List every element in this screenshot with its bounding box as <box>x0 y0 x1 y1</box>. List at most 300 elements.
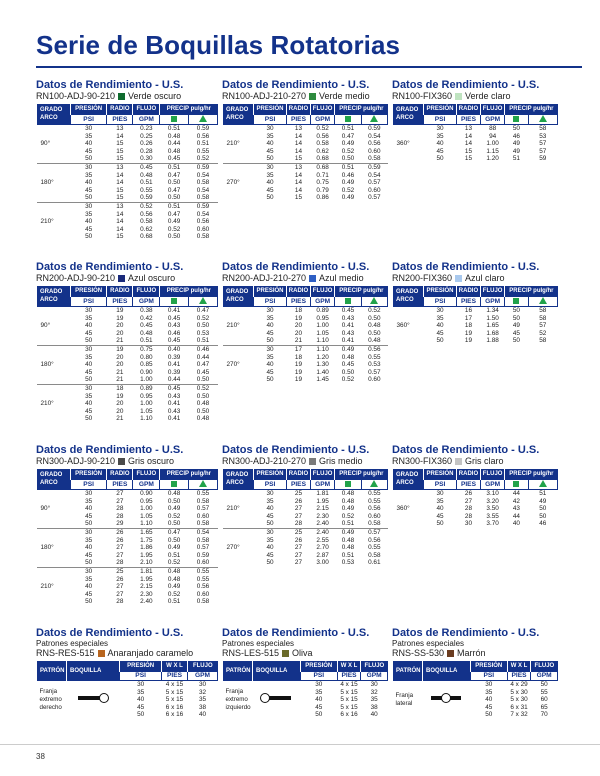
table-row <box>37 307 218 315</box>
data-cell: 50 <box>85 415 93 423</box>
data-cell: 0.52 <box>196 155 210 163</box>
boquilla-header: BOQUILLA <box>423 661 471 681</box>
model-name: RN100-ADJ-90-210 <box>36 91 116 101</box>
data-cell: 30 <box>198 681 207 688</box>
performance-block <box>392 80 558 163</box>
data-cell: 0.51 <box>167 125 181 132</box>
data-cell: 6 x 16 <box>165 703 184 711</box>
data-cell: 0.58 <box>368 520 381 528</box>
data-cell: 28 <box>294 520 303 528</box>
data-cell: 0.55 <box>368 490 381 497</box>
nozzle-cell <box>423 681 471 719</box>
data-cell: 2.40 <box>310 528 334 536</box>
performance-block <box>392 262 558 345</box>
presion-header: PRESIÓN <box>424 104 457 115</box>
color-swatch <box>309 275 316 282</box>
square-icon <box>345 298 351 304</box>
data-cell: 0.95 <box>140 497 153 505</box>
data-cell: 0.52 <box>196 314 210 322</box>
table-row <box>37 567 218 575</box>
model-name: RNS-LES-515 <box>222 648 280 658</box>
data-cell: 0.50 <box>196 376 210 384</box>
patron-header: PATRÓN <box>223 661 253 681</box>
data-cell: 45 <box>436 329 444 337</box>
data-cell: 0.47 <box>167 210 181 218</box>
data-cell: 0.59 <box>189 202 218 210</box>
arc-cell: 90° <box>40 139 51 147</box>
data-cell: 1.10 <box>310 345 334 353</box>
data-cell: 0.46 <box>189 345 218 353</box>
triangle-icon <box>199 480 207 487</box>
data-cell: 0.80 <box>140 353 153 361</box>
data-cell: 27 <box>116 544 124 552</box>
presion-header: PRESIÓN <box>254 469 287 480</box>
data-cell: 6 x 16 <box>165 711 184 719</box>
performance-table <box>222 286 388 384</box>
presion-header: PRESIÓN <box>254 286 287 297</box>
data-cell: 30 <box>370 681 378 688</box>
data-cell: 3.20 <box>486 497 499 505</box>
data-cell: 50 <box>85 376 93 384</box>
color-swatch <box>455 275 462 282</box>
performance-table <box>222 104 388 202</box>
grado-arco-header <box>393 469 424 490</box>
table-row <box>37 384 218 392</box>
data-cell: 0.41 <box>341 337 355 345</box>
data-cell: 25 <box>287 528 311 536</box>
data-cell: 35 <box>266 536 274 544</box>
psi-unit: PSI <box>424 480 457 490</box>
data-cell: 0.50 <box>167 497 181 505</box>
data-cell: 0.53 <box>196 329 210 337</box>
color-swatch <box>455 93 462 100</box>
data-cell: 27 <box>116 497 124 505</box>
data-cell: 88 <box>489 125 497 132</box>
pies-unit: PIES <box>107 480 133 490</box>
data-cell: 57 <box>539 322 547 330</box>
model-line <box>36 648 218 659</box>
data-cell: 0.75 <box>133 345 160 353</box>
data-cell: 0.25 <box>140 132 153 140</box>
data-cell: 0.58 <box>368 155 381 163</box>
data-cell: 40 <box>512 520 520 528</box>
data-cell: 0.48 <box>160 567 189 575</box>
data-cell: 40 <box>85 400 93 408</box>
data-cell: 0.47 <box>196 361 210 369</box>
data-cell: 14 <box>116 218 124 226</box>
data-cell: 65 <box>540 703 548 711</box>
data-cell: 0.60 <box>196 590 210 598</box>
pies-unit: PIES <box>337 672 360 681</box>
data-cell: 14 <box>294 147 303 155</box>
data-cell: 21 <box>116 415 124 423</box>
psi-unit: PSI <box>254 480 287 490</box>
data-cell: 21 <box>294 337 303 345</box>
flujo-header: FLUJO <box>531 661 558 672</box>
strip-nozzle-icon <box>75 693 111 703</box>
data-cell: 0.55 <box>368 353 381 361</box>
data-cell: 45 <box>137 703 145 711</box>
data-cell: 0.59 <box>196 125 210 132</box>
data-cell: 0.47 <box>196 307 210 314</box>
data-cell: 40 <box>266 322 274 330</box>
data-cell: 2.15 <box>140 583 153 591</box>
model-line <box>392 648 558 659</box>
data-cell: 0.45 <box>140 322 153 330</box>
data-cell: 20 <box>116 361 124 369</box>
data-cell: 0.89 <box>316 307 329 314</box>
data-cell: 18 <box>294 353 303 361</box>
data-cell: 50 <box>85 337 93 345</box>
gpm-unit: GPM <box>310 480 334 490</box>
block-title: Datos de Rendimiento - U.S. <box>222 444 370 456</box>
data-cell: 2.87 <box>316 551 329 559</box>
data-cell: 27 <box>464 497 473 505</box>
data-cell: 1.00 <box>316 322 329 330</box>
grado-label: GRADO <box>40 472 63 479</box>
data-cell: 45 <box>85 407 93 415</box>
block-title: Datos de Rendimiento - U.S. <box>222 261 370 273</box>
data-cell: 50 <box>512 314 520 322</box>
square-icon <box>345 116 351 122</box>
block-title: Datos de Rendimiento - U.S. <box>392 261 540 273</box>
data-cell: 18 <box>294 307 303 314</box>
data-cell: 2.40 <box>316 520 329 528</box>
data-cell: 44 <box>512 490 520 497</box>
flujo-header: FLUJO <box>310 286 334 297</box>
data-cell: 35 <box>85 497 93 505</box>
arc-cell: 270° <box>223 528 254 566</box>
data-cell: 19 <box>116 307 124 314</box>
data-cell: 0.52 <box>341 147 355 155</box>
data-cell: 0.51 <box>196 337 210 345</box>
data-cell: 13 <box>107 202 133 210</box>
data-cell: 50 <box>85 155 93 163</box>
data-cell: 20 <box>116 329 124 337</box>
wxl-header: W X L <box>337 661 360 672</box>
data-cell: 45 <box>266 147 274 155</box>
precip-header: PRECIP pulg/hr <box>505 469 558 480</box>
data-cell: 45 <box>436 512 444 520</box>
data-cell: 0.95 <box>140 392 153 400</box>
model-line <box>222 273 388 284</box>
pies-unit: PIES <box>287 115 311 125</box>
data-cell: 35 <box>436 132 444 140</box>
data-cell: 0.45 <box>133 163 160 171</box>
data-cell: 0.48 <box>167 490 181 497</box>
triangle-spacing-header <box>361 480 387 490</box>
data-cell: 1.95 <box>140 551 153 559</box>
data-cell: 5 x 30 <box>510 696 528 704</box>
data-cell: 0.49 <box>167 505 181 513</box>
data-cell: 20 <box>294 329 303 337</box>
arc-cell: 270° <box>223 163 254 201</box>
data-cell: 13 <box>464 125 473 132</box>
data-cell: 25 <box>107 567 133 575</box>
model-line <box>222 648 388 659</box>
gpm-unit: GPM <box>531 672 558 681</box>
color-name: Azul claro <box>465 273 505 283</box>
gpm-unit: GPM <box>480 115 504 125</box>
data-cell: 35 <box>266 497 274 505</box>
data-cell: 4 x 29 <box>510 681 528 688</box>
table-row <box>37 202 218 210</box>
strip-nozzle-icon <box>428 693 464 703</box>
data-cell: 35 <box>315 688 323 696</box>
color-name: Gris claro <box>465 456 504 466</box>
color-name: Verde oscuro <box>128 91 182 101</box>
data-cell: 19 <box>107 345 133 353</box>
data-cell: 0.48 <box>341 490 355 497</box>
psi-unit: PSI <box>254 297 287 307</box>
model-line <box>392 91 558 102</box>
arc-cell: 210° <box>226 504 240 512</box>
data-cell: 15 <box>294 155 303 163</box>
data-cell: 15 <box>116 233 124 241</box>
data-cell: 52 <box>539 329 547 337</box>
pies-unit: PIES <box>507 672 530 681</box>
square-spacing-header <box>505 480 528 490</box>
data-cell: 32 <box>370 688 378 696</box>
data-cell: 1.88 <box>486 337 499 345</box>
color-name: Gris oscuro <box>128 456 175 466</box>
data-cell: 0.52 <box>189 384 218 392</box>
performance-block <box>36 445 218 606</box>
data-cell: 0.30 <box>140 155 153 163</box>
data-cell: 0.46 <box>341 171 355 179</box>
data-cell: 0.79 <box>316 186 329 194</box>
block-title: Datos de Rendimiento - U.S. <box>36 444 184 456</box>
data-cell: 0.54 <box>189 528 218 536</box>
gpm-unit: GPM <box>133 480 160 490</box>
data-cell: 45 <box>85 590 93 598</box>
precip-header: PRECIP pulg/hr <box>505 104 558 115</box>
data-cell: 1.00 <box>486 140 499 148</box>
square-spacing-header <box>160 480 189 490</box>
grado-arco-header <box>223 469 254 490</box>
data-cell: 0.57 <box>196 505 210 513</box>
data-cell: 35 <box>85 210 93 218</box>
data-cell: 30 <box>85 490 93 497</box>
nozzle-orifice <box>441 693 451 703</box>
data-cell: 55 <box>540 688 548 696</box>
data-cell: 20 <box>294 322 303 330</box>
data-cell: 49 <box>512 322 520 330</box>
model-line <box>36 91 218 102</box>
data-cell: 0.58 <box>196 497 210 505</box>
data-cell: 0.50 <box>341 155 355 163</box>
model-name: RNS-SS-530 <box>392 648 445 658</box>
data-cell: 0.59 <box>140 194 153 202</box>
data-cell: 27 <box>294 551 303 559</box>
color-name: Anaranjado caramelo <box>107 648 194 658</box>
grado-label: GRADO <box>40 107 63 114</box>
data-cell: 0.48 <box>196 415 210 423</box>
data-cell: 0.38 <box>140 307 153 314</box>
data-cell: 1.95 <box>316 497 329 505</box>
data-cell: 0.60 <box>368 376 381 384</box>
data-cell: 0.45 <box>167 337 181 345</box>
data-cell: 0.49 <box>167 583 181 591</box>
data-cell: 58 <box>539 307 547 314</box>
data-cell: 40 <box>436 505 444 513</box>
data-cell: 0.41 <box>167 415 181 423</box>
data-cell: 40 <box>85 583 93 591</box>
data-cell: 15 <box>116 186 124 194</box>
pattern-cell: Franja lateral <box>395 692 414 707</box>
arc-cell: 210° <box>226 321 240 329</box>
block-title: Datos de Rendimiento - U.S. <box>36 79 184 91</box>
pies-unit: PIES <box>107 115 133 125</box>
model-name: RN100-FIX360 <box>392 91 453 101</box>
data-cell: 45 <box>85 225 93 233</box>
arc-cell: 210° <box>37 202 71 240</box>
data-cell: 4 x 15 <box>165 681 184 688</box>
data-cell: 0.44 <box>196 353 210 361</box>
data-cell: 0.60 <box>196 225 210 233</box>
table-row <box>223 681 388 689</box>
arc-cell: 360° <box>396 504 410 512</box>
grado-arco-header <box>37 286 71 307</box>
data-cell: 19 <box>464 337 473 345</box>
data-cell: 14 <box>294 140 303 148</box>
performance-table <box>222 469 388 567</box>
data-cell: 30 <box>137 681 145 688</box>
arco-label: ARCO <box>40 480 58 487</box>
data-cell: 30 <box>71 345 107 353</box>
arc-cell: 180° <box>37 163 71 202</box>
data-cell: 35 <box>85 392 93 400</box>
data-cell: 5 x 15 <box>165 688 184 696</box>
data-cell: 1.40 <box>316 368 329 376</box>
data-cell: 35 <box>85 132 93 140</box>
special-block <box>222 628 388 719</box>
data-cell: 0.26 <box>140 140 153 148</box>
data-cell: 35 <box>85 536 93 544</box>
square-icon <box>171 481 177 487</box>
data-cell: 26 <box>116 536 124 544</box>
data-cell: 1.05 <box>140 512 153 520</box>
table-row <box>223 490 388 498</box>
data-cell: 21 <box>116 337 124 345</box>
flujo-header: FLUJO <box>480 286 504 297</box>
flujo-header: FLUJO <box>480 104 504 115</box>
color-swatch <box>98 650 105 657</box>
performance-table <box>392 286 558 345</box>
data-cell: 40 <box>370 711 378 719</box>
data-cell: 0.56 <box>196 132 210 140</box>
data-cell: 50 <box>512 307 520 314</box>
data-cell: 27 <box>294 544 303 552</box>
presion-header: PRESIÓN <box>120 661 162 672</box>
color-swatch <box>309 93 316 100</box>
data-cell: 2.70 <box>316 544 329 552</box>
data-cell: 0.86 <box>316 194 329 202</box>
pattern-cell: Franja extremo derecho <box>39 688 62 711</box>
data-cell: 45 <box>266 551 274 559</box>
data-cell: 0.56 <box>368 536 381 544</box>
square-icon <box>513 481 519 487</box>
psi-unit: PSI <box>71 115 107 125</box>
table-row <box>223 528 388 536</box>
data-cell: 45 <box>266 186 274 194</box>
data-cell: 40 <box>137 696 145 704</box>
pies-unit: PIES <box>457 115 481 125</box>
data-cell: 0.50 <box>341 368 355 376</box>
data-cell: 26 <box>464 490 473 497</box>
square-icon <box>513 116 519 122</box>
page-number: 38 <box>36 752 45 761</box>
radio-header: RADIO <box>107 286 133 297</box>
data-cell: 0.85 <box>140 361 153 369</box>
data-cell: 15 <box>116 140 124 148</box>
color-swatch <box>118 93 125 100</box>
triangle-icon <box>370 480 378 487</box>
precip-header: PRECIP pulg/hr <box>160 286 218 297</box>
data-cell: 0.56 <box>196 583 210 591</box>
data-cell: 0.41 <box>167 307 181 314</box>
data-cell: 35 <box>85 575 93 583</box>
color-swatch <box>118 458 125 465</box>
grado-arco-header <box>393 286 424 307</box>
data-cell: 1.05 <box>316 329 329 337</box>
table-row <box>393 307 558 315</box>
block-title: Datos de Rendimiento - U.S. <box>392 627 540 639</box>
data-cell: 2.40 <box>140 598 153 606</box>
data-cell: 50 <box>266 155 274 163</box>
data-cell: 46 <box>512 132 520 140</box>
data-cell: 58 <box>539 337 547 345</box>
data-cell: 0.51 <box>167 598 181 606</box>
color-swatch <box>118 275 125 282</box>
data-cell: 51 <box>539 490 547 497</box>
square-spacing-header <box>335 480 361 490</box>
data-cell: 35 <box>436 314 444 322</box>
color-swatch <box>309 458 316 465</box>
radio-header: RADIO <box>107 104 133 115</box>
data-cell: 0.56 <box>196 218 210 226</box>
block-title: Datos de Rendimiento - U.S. <box>36 627 184 639</box>
data-cell: 50 <box>266 520 274 528</box>
triangle-icon <box>370 297 378 304</box>
data-cell: 0.68 <box>316 155 329 163</box>
data-cell: 0.56 <box>368 140 381 148</box>
data-cell: 1.65 <box>486 322 499 330</box>
psi-unit: PSI <box>300 672 337 681</box>
data-cell: 30 <box>485 681 493 688</box>
data-cell: 0.52 <box>133 202 160 210</box>
data-cell: 13 <box>116 125 124 132</box>
data-cell: 0.50 <box>167 233 181 241</box>
data-cell: 7 x 32 <box>510 711 528 719</box>
data-cell: 40 <box>85 179 93 187</box>
arco-label: ARCO <box>40 297 58 304</box>
data-cell: 50 <box>266 559 274 567</box>
block-title: Datos de Rendimiento - U.S. <box>222 79 370 91</box>
data-cell: 0.56 <box>361 345 387 353</box>
data-cell: 35 <box>266 353 274 361</box>
gpm-unit: GPM <box>310 297 334 307</box>
data-cell: 50 <box>512 337 520 345</box>
data-cell: 0.52 <box>167 512 181 520</box>
precip-header: PRECIP pulg/hr <box>335 469 388 480</box>
arc-cell: 90° <box>40 321 51 329</box>
performance-block <box>36 80 218 241</box>
data-cell: 30 <box>71 384 107 392</box>
radio-header: RADIO <box>457 469 481 480</box>
data-cell: 19 <box>294 376 303 384</box>
square-spacing-header <box>160 115 189 125</box>
